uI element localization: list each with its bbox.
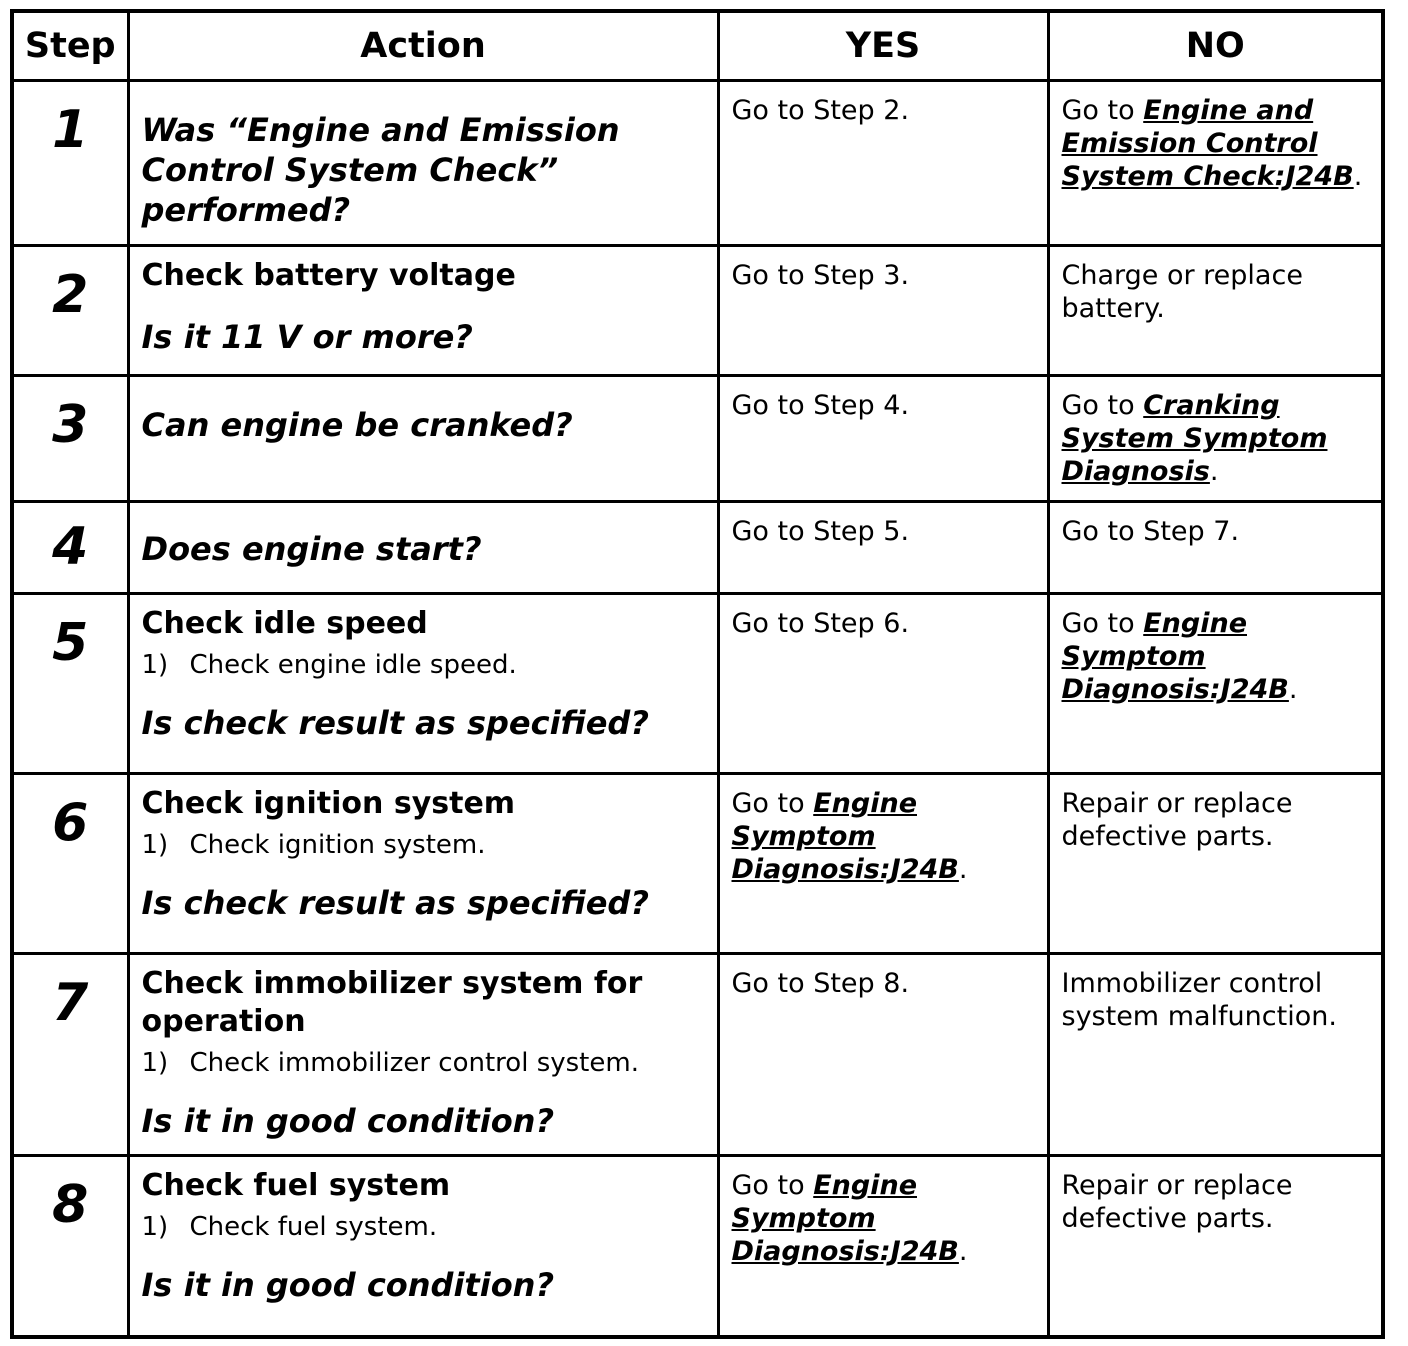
header-no: NO	[1048, 11, 1383, 81]
substep-text: Check fuel system.	[189, 1212, 438, 1242]
no-cell	[1048, 376, 1383, 502]
action-cell	[128, 594, 718, 774]
step-substep	[142, 649, 705, 681]
step-question: Is check result as specified?	[141, 704, 649, 742]
yes-link[interactable]: Engine Symptom Diagnosis:J24B	[731, 1170, 959, 1267]
substep-number: 1)	[141, 830, 169, 860]
no-prefix: Go to	[1061, 95, 1144, 126]
substep-number: 1)	[141, 1048, 169, 1078]
no-cell	[1048, 594, 1383, 774]
no-text: Repair or replace defective parts.	[1061, 788, 1293, 852]
step-question: Does engine start?	[141, 530, 482, 568]
header-action: Action	[128, 11, 718, 81]
step-title: Check fuel system	[141, 1168, 451, 1203]
step-cell	[12, 246, 128, 376]
step-number: 3	[52, 395, 89, 455]
substep-text: Check immobilizer control system.	[189, 1048, 639, 1078]
yes-cell	[718, 502, 1048, 594]
step-cell	[12, 774, 128, 954]
substep-number: 1)	[141, 650, 169, 680]
step-question: Is it 11 V or more?	[141, 318, 473, 356]
substep-number: 1)	[141, 1212, 169, 1242]
no-cell	[1048, 246, 1383, 376]
no-link[interactable]: Engine and Emission Control System Check:J24B	[1061, 95, 1354, 192]
yes-suffix: .	[958, 1236, 968, 1267]
no-suffix: .	[1353, 161, 1363, 192]
yes-text: Go to Step 8.	[731, 968, 910, 999]
step-question: Can engine be cranked?	[141, 406, 573, 444]
yes-text: Go to Step 5.	[731, 516, 910, 547]
yes-cell	[718, 81, 1048, 246]
yes-text: Go to Step 6.	[731, 608, 910, 639]
yes-text: Go to Step 3.	[731, 260, 910, 291]
no-text: Immobilizer control system malfunction.	[1061, 968, 1337, 1032]
yes-cell	[718, 376, 1048, 502]
step-number: 5	[52, 613, 89, 673]
substep-text: Check engine idle speed.	[189, 650, 517, 680]
step-title: Check battery voltage	[141, 258, 516, 293]
no-cell	[1048, 502, 1383, 594]
table-row	[12, 81, 1383, 246]
step-cell	[12, 502, 128, 594]
step-number: 8	[52, 1175, 89, 1235]
no-suffix: .	[1288, 674, 1298, 705]
yes-cell	[718, 246, 1048, 376]
no-text: Repair or replace defective parts.	[1061, 1170, 1293, 1234]
step-number: 7	[52, 973, 89, 1033]
step-cell	[12, 1156, 128, 1337]
step-cell	[12, 376, 128, 502]
yes-cell	[718, 1156, 1048, 1337]
yes-prefix: Go to	[731, 1170, 814, 1201]
header-yes: YES	[718, 11, 1048, 81]
yes-text: Go to Step 2.	[731, 95, 910, 126]
step-cell	[12, 954, 128, 1156]
step-question: Was “Engine and Emission Control System Check” performed?	[141, 111, 620, 229]
no-text: Charge or replace battery.	[1061, 260, 1303, 324]
yes-cell	[718, 954, 1048, 1156]
step-cell	[12, 594, 128, 774]
yes-link[interactable]: Engine Symptom Diagnosis:J24B	[731, 788, 959, 885]
header-row	[12, 11, 1383, 81]
step-number: 4	[52, 517, 89, 577]
substep-text: Check ignition system.	[189, 830, 486, 860]
step-title: Check ignition system	[141, 786, 516, 821]
yes-suffix: .	[958, 854, 968, 885]
step-question: Is it in good condition?	[141, 1266, 555, 1304]
step-number: 2	[52, 265, 89, 325]
step-cell	[12, 81, 128, 246]
step-title: Check idle speed	[141, 606, 428, 641]
action-cell	[128, 774, 718, 954]
no-link[interactable]: Cranking System Symptom Diagnosis	[1061, 390, 1328, 487]
step-question: Is check result as specified?	[141, 884, 649, 922]
step-substep	[142, 1211, 705, 1243]
table-row	[12, 376, 1383, 502]
action-cell	[128, 246, 718, 376]
table-row	[12, 502, 1383, 594]
header-step: Step	[12, 11, 128, 81]
table-row	[12, 246, 1383, 376]
step-number: 1	[52, 100, 89, 160]
no-prefix: Go to	[1061, 390, 1144, 421]
step-number: 6	[52, 793, 89, 853]
diagnosis-table	[10, 9, 1385, 1339]
no-cell	[1048, 1156, 1383, 1337]
action-cell	[128, 376, 718, 502]
step-question: Is it in good condition?	[141, 1102, 555, 1140]
yes-cell	[718, 594, 1048, 774]
table-row	[12, 1156, 1383, 1337]
no-prefix: Go to	[1061, 608, 1144, 639]
action-cell	[128, 81, 718, 246]
action-cell	[128, 1156, 718, 1337]
table-row	[12, 594, 1383, 774]
yes-prefix: Go to	[731, 788, 814, 819]
no-cell	[1048, 954, 1383, 1156]
step-substep	[142, 829, 705, 861]
table-row	[12, 954, 1383, 1156]
no-link[interactable]: Engine Symptom Diagnosis:J24B	[1061, 608, 1289, 705]
step-substep	[142, 1047, 705, 1079]
no-text: Go to Step 7.	[1061, 516, 1240, 547]
no-cell	[1048, 81, 1383, 246]
step-title: Check immobilizer system for operation	[141, 966, 643, 1039]
yes-text: Go to Step 4.	[731, 390, 910, 421]
action-cell	[128, 954, 718, 1156]
action-cell	[128, 502, 718, 594]
yes-cell	[718, 774, 1048, 954]
table-row	[12, 774, 1383, 954]
no-suffix: .	[1209, 456, 1219, 487]
no-cell	[1048, 774, 1383, 954]
